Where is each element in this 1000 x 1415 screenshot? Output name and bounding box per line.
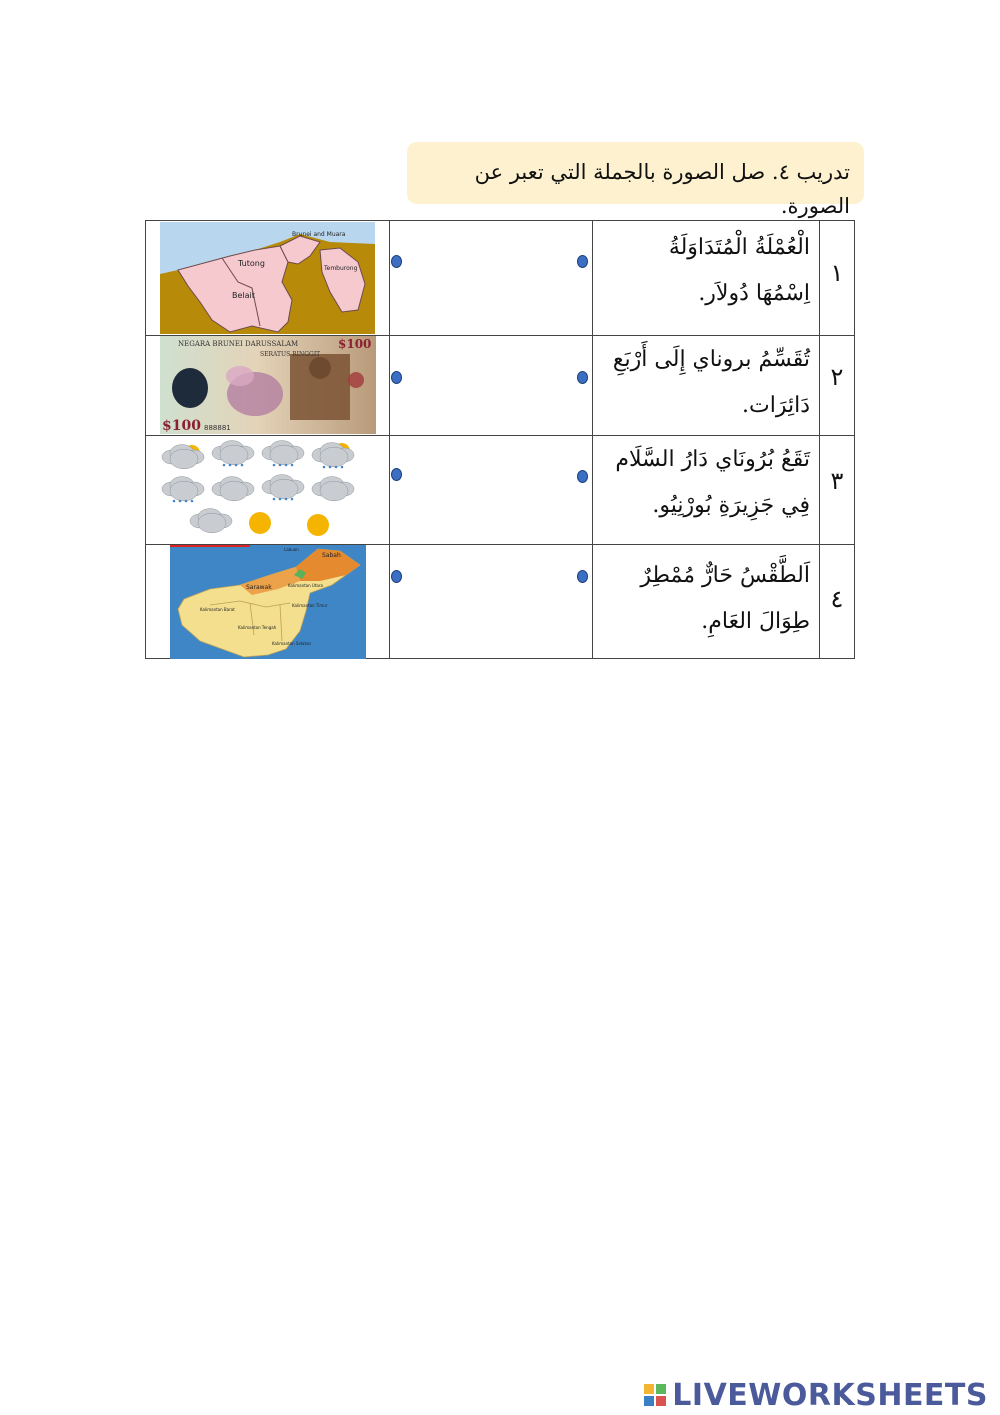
brunei-districts-map-image <box>160 222 375 334</box>
row-number: ١ <box>830 259 844 287</box>
sentence-line: فِي جَزِيرَةِ بُورْنِيُو. <box>652 493 810 518</box>
image-connector-dot[interactable] <box>391 255 402 268</box>
map-label: Temburong <box>324 265 358 272</box>
liveworksheets-icon <box>644 1382 668 1408</box>
banknote-value: $100 <box>162 418 201 434</box>
map-label: Sabah <box>322 552 341 559</box>
row-number: ٢ <box>830 363 844 391</box>
sentence-connector-dot[interactable] <box>577 570 588 583</box>
sentence-cell <box>594 337 816 429</box>
row-number: ٣ <box>830 467 844 495</box>
banknote-value: $100 <box>338 337 372 351</box>
weather-icon <box>262 475 304 501</box>
column-divider <box>389 221 390 658</box>
sentence-line: طِوَالَ العَامِ. <box>701 609 810 634</box>
sentence-connector-dot[interactable] <box>577 470 588 483</box>
map-label: Sarawak <box>246 584 272 591</box>
image-connector-dot[interactable] <box>391 570 402 583</box>
map-label: Kalimantan Barat <box>200 607 235 612</box>
map-label: Kalimantan Selatan <box>272 641 312 646</box>
banknote-serial: 888881 <box>204 424 231 432</box>
image-connector-dot[interactable] <box>391 468 402 481</box>
weather-icon <box>212 477 254 501</box>
banknote-text: NEGARA BRUNEI DARUSSALAM <box>178 340 299 348</box>
sentence-line: اِسْمُهَا دُولاَر. <box>698 281 810 306</box>
weather-icon <box>262 441 304 467</box>
weather-icon <box>162 445 204 469</box>
sentence-cell <box>594 553 816 645</box>
map-label: Kalimantan Timur <box>292 603 328 608</box>
sentence-line: دَائِرَات. <box>742 393 810 418</box>
map-label: Kalimantan Utara <box>288 583 323 588</box>
sentence-line: اَلطَّقْسُ حَارٌّ مُمْطِرٌ <box>640 563 810 588</box>
weather-icon <box>162 477 204 503</box>
banknote-image <box>160 336 376 434</box>
sentence-line: تَقَعُ بُرُونَاي دَارُ السَّلَام <box>615 447 810 472</box>
sentence-line: الْعُمْلَةُ الْمُتَدَاوَلَةُ <box>668 235 810 260</box>
weather-icon <box>212 441 254 467</box>
sentence-connector-dot[interactable] <box>577 255 588 268</box>
weather-icon <box>190 509 232 533</box>
map-label: Labuan <box>284 547 299 552</box>
map-label: Brunei and Muara <box>292 231 346 238</box>
map-label: Belait <box>232 291 255 300</box>
row-divider <box>146 435 854 436</box>
weather-icons-image <box>160 437 376 543</box>
row-number: ٤ <box>830 585 844 613</box>
instruction-text: تدريب ٤. صل الصورة بالجملة التي تعبر عن الصورة. <box>474 160 850 218</box>
sentence-cell <box>594 437 816 529</box>
borneo-map-image <box>170 545 366 659</box>
image-connector-dot[interactable] <box>391 371 402 384</box>
banknote-text: SERATUS RINGGIT <box>260 351 321 358</box>
liveworksheets-logo <box>644 1377 988 1413</box>
matching-table <box>145 220 855 659</box>
weather-icon <box>312 443 354 469</box>
column-divider <box>592 221 593 658</box>
map-label: Kalimantan Tengah <box>238 625 277 630</box>
sentence-connector-dot[interactable] <box>577 371 588 384</box>
sentence-cell <box>594 225 816 317</box>
weather-icon <box>312 477 354 501</box>
sentence-line: تُقَسِّمُ بروناي إِلَى أَرْبَعِ <box>612 347 810 372</box>
map-label: Tutong <box>238 259 265 268</box>
sun-icon <box>249 512 329 536</box>
watermark-text: LIVEWORKSHEETS <box>672 1377 988 1413</box>
instruction-box <box>407 142 864 218</box>
